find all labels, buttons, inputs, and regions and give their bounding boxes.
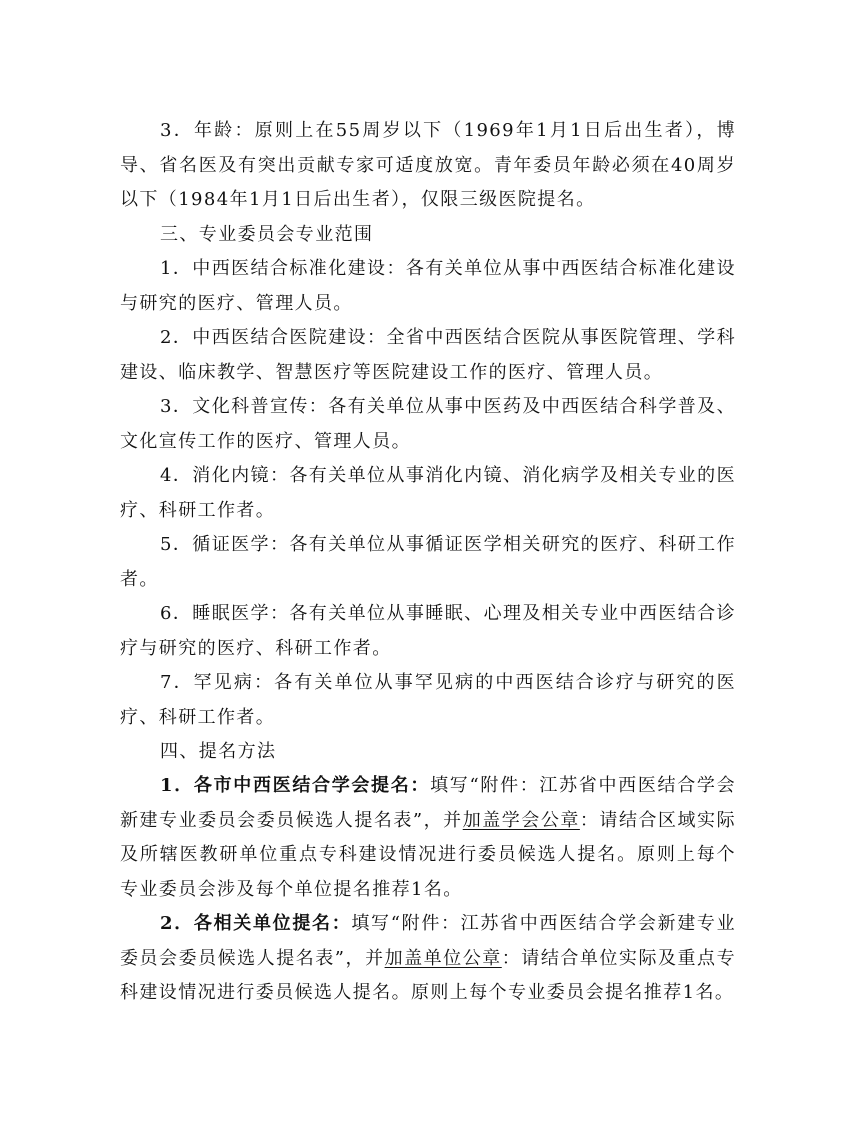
scope-item-2: 2．中西医结合医院建设：全省中西医结合医院从事医院管理、学科建设、临床教学、智慧医疗等医院建设工作的医疗、管理人员。 (120, 327, 736, 383)
nomination-method-1 (120, 769, 736, 907)
scope-item-7: 7．罕见病：各有关单位从事罕见病的中西医结合诊疗与研究的医疗、科研工作者。 (120, 672, 736, 728)
method-2-text-a: 填写“附件：江苏省中西医结合学会新建专业委员会委员候选人提名表”，并 (120, 913, 736, 969)
method-1-seal-requirement: 加盖学会公章 (462, 809, 580, 831)
scope-item-3: 3．文化科普宣传：各有关单位从事中医药及中西医结合科学普及、文化宣传工作的医疗、管理人员。 (120, 396, 736, 452)
method-1-text-a: 填写“附件：江苏省中西医结合学会新建专业委员会委员候选人提名表”，并 (120, 775, 737, 831)
scope-item-4: 4．消化内镜：各有关单位从事消化内镜、消化病学及相关专业的医疗、科研工作者。 (120, 465, 736, 521)
method-2-title: 2．各相关单位提名： (160, 913, 352, 934)
method-2-text-b: ：请结合单位实际及重点专科建设情况进行委员候选人提名。原则上每个专业委员会提名推荐1名。 (120, 947, 736, 1003)
method-1-title: 1．各市中西医结合学会提名： (160, 775, 431, 796)
method-2-seal-requirement: 加盖单位公章 (384, 947, 502, 969)
nomination-method-2 (120, 907, 736, 1011)
scope-item-5: 5．循证医学：各有关单位从事循证医学相关研究的医疗、科研工作者。 (120, 534, 736, 590)
method-1-text-b: ：请结合区域实际及所辖医教研单位重点专科建设情况进行委员候选人提名。原则上每个专业委员会涉及每个单位提名推荐1名。 (120, 809, 736, 900)
section-4-heading: 四、提名方法 (160, 741, 277, 762)
age-criteria-paragraph: 3．年龄：原则上在55周岁以下（1969年1月1日后出生者），博导、省名医及有突出贡献专家可适度放宽。青年委员年龄必须在40周岁以下（1984年1月1日后出生者），仅限三级医院提名。 (120, 120, 736, 210)
scope-item-6: 6．睡眠医学：各有关单位从事睡眠、心理及相关专业中西医结合诊疗与研究的医疗、科研工作者。 (120, 603, 736, 659)
section-3-heading: 三、专业委员会专业范围 (160, 224, 374, 245)
scope-item-1: 1．中西医结合标准化建设：各有关单位从事中西医结合标准化建设与研究的医疗、管理人员。 (120, 258, 736, 314)
